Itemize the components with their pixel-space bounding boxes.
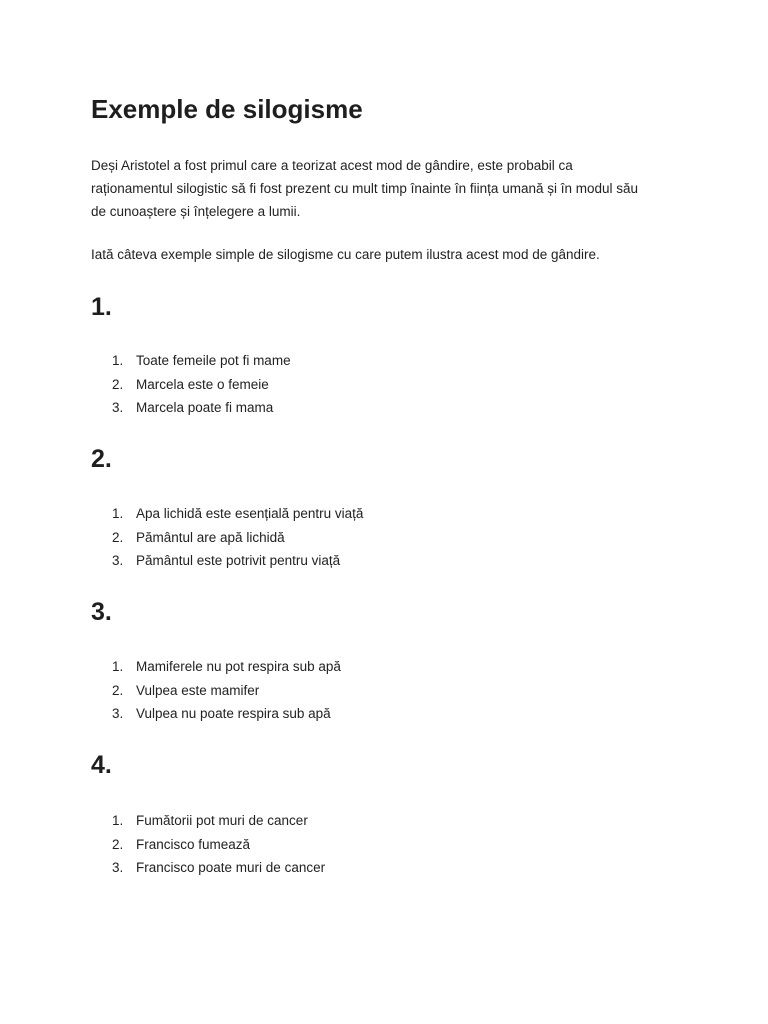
list-item [91, 833, 325, 857]
list-item-number: 1. [112, 659, 124, 674]
list-item-number: 1. [112, 506, 124, 521]
list-item-text: Pământul este potrivit pentru viață [136, 553, 341, 568]
list-item-text: Marcela poate fi mama [136, 400, 274, 415]
list-item-text: Marcela este o femeie [136, 376, 269, 392]
section-heading-4: 4. [91, 751, 112, 779]
list-item-text: Toate femeile pot fi mame [136, 353, 291, 368]
syllogism-list-2 [91, 502, 363, 573]
section-heading-3: 3. [91, 598, 112, 626]
list-item-text: Mamiferele nu pot respira sub apă [136, 659, 341, 674]
list-item-text: Vulpea nu poate respira sub apă [136, 706, 331, 721]
list-item-text: Pământul are apă lichidă [136, 529, 285, 545]
list-item-number: 3. [112, 860, 124, 875]
lead-paragraph: Iată câteva exemple simple de silogisme cu care putem ilustra acest mod de gândire. [91, 247, 600, 262]
page-title: Exemple de silogisme [91, 94, 363, 124]
list-item [91, 809, 325, 833]
intro-paragraph: Deși Aristotel a fost primul care a teorizat acest mod de gândire, este probabil ca raționamentul silogistic să fi fost prezent cu mult timp înainte în ființa umană și în modul său de cunoaștere și înțelegere a lumii. [91, 158, 639, 219]
list-item [91, 396, 291, 420]
section-heading-2: 2. [91, 445, 112, 473]
list-item-text: Francisco poate muri de cancer [136, 860, 326, 875]
syllogism-list-4 [91, 809, 325, 880]
list-item-number: 1. [112, 353, 124, 368]
list-item-number: 3. [112, 706, 124, 721]
list-item-text: Fumătorii pot muri de cancer [136, 813, 308, 828]
list-item-number: 2. [112, 682, 124, 698]
list-item-number: 3. [112, 400, 124, 415]
syllogism-list-1 [91, 349, 291, 420]
section-heading-1: 1. [91, 293, 112, 321]
list-item [91, 502, 363, 526]
list-item-number: 1. [112, 813, 124, 828]
list-item-text: Vulpea este mamifer [136, 682, 260, 698]
list-item [91, 373, 291, 397]
list-item-number: 2. [112, 529, 124, 545]
list-item [91, 702, 341, 726]
list-item [91, 679, 341, 703]
list-item [91, 349, 291, 373]
list-item [91, 549, 363, 573]
list-item-text: Francisco fumează [136, 836, 251, 852]
list-item [91, 856, 325, 880]
list-item-number: 2. [112, 836, 124, 852]
list-item-number: 2. [112, 376, 124, 392]
list-item-text: Apa lichidă este esențială pentru viață [136, 506, 364, 521]
list-item [91, 526, 363, 550]
list-item [91, 655, 341, 679]
list-item-number: 3. [112, 553, 124, 568]
syllogism-list-3 [91, 655, 341, 726]
